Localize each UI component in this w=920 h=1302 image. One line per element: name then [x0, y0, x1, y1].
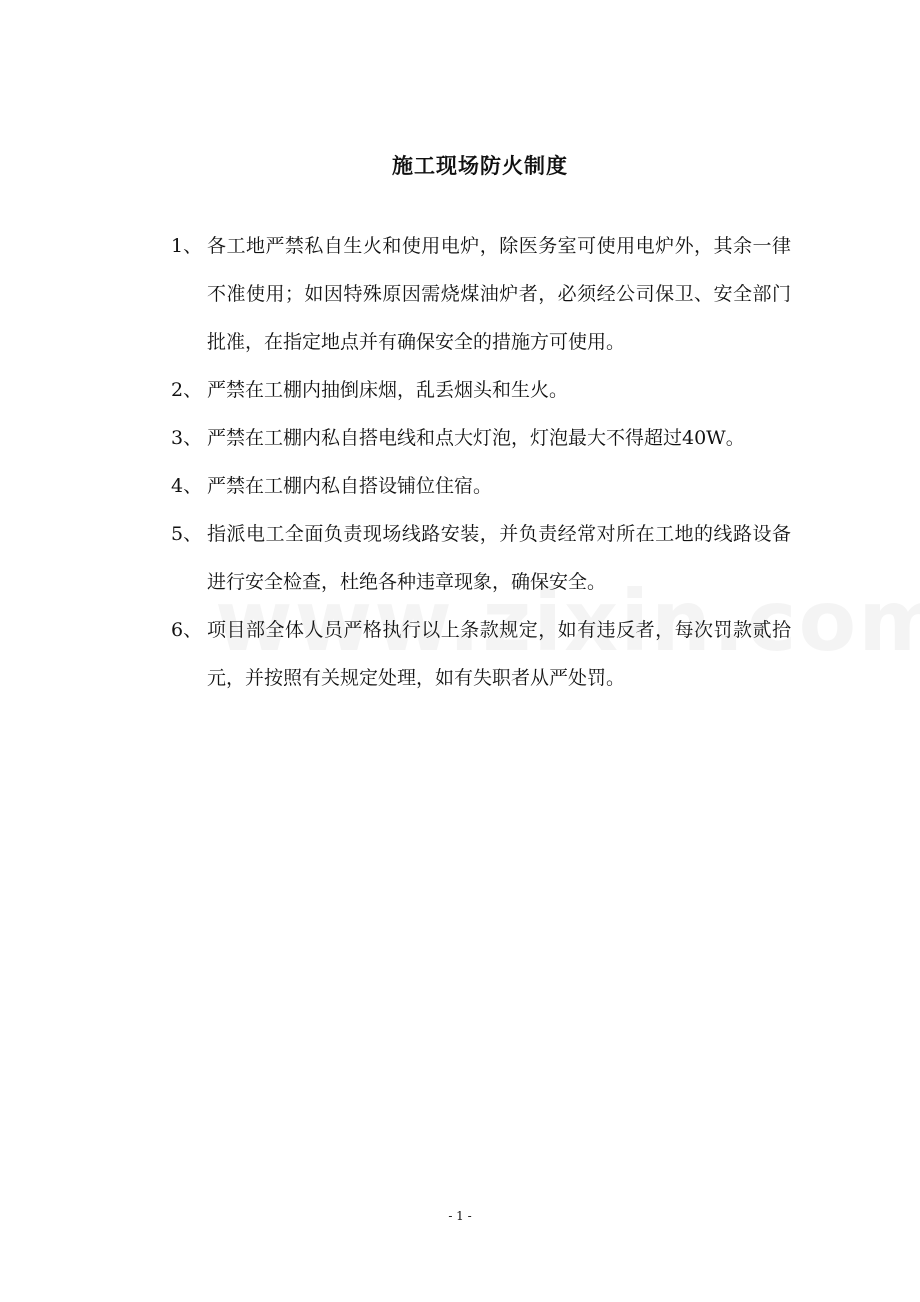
rule-item-2: [171, 366, 791, 414]
rule-text: 各工地严禁私自生火和使用电炉，除医务室可使用电炉外，其余一律不准使用；如因特殊原因需烧煤油炉者，必须经公司保卫、安全部门批准，在指定地点并有确保安全的措施方可使用。: [207, 235, 791, 353]
rule-number: 5、: [171, 523, 203, 545]
rule-text: 严禁在工棚内私自搭设铺位住宿。: [207, 475, 493, 497]
rule-item-6: [171, 606, 791, 702]
rule-item-1: [171, 222, 791, 366]
rule-text: 严禁在工棚内抽倒床烟，乱丢烟头和生火。: [207, 379, 569, 401]
rule-item-5: [171, 510, 791, 606]
rule-number: 3、: [171, 427, 203, 449]
rule-text: 指派电工全面负责现场线路安装，并负责经常对所在工地的线路设备进行安全检查，杜绝各种违章现象，确保安全。: [207, 523, 791, 593]
rules-list: [171, 222, 791, 702]
rule-item-3: [171, 414, 791, 462]
rule-text: 项目部全体人员严格执行以上条款规定，如有违反者，每次罚款贰拾元，并按照有关规定处理，如有失职者从严处罚。: [207, 619, 791, 689]
document-title: 施工现场防火制度: [392, 153, 568, 178]
rule-item-4: [171, 462, 791, 510]
page-number: - 1 -: [448, 1209, 472, 1223]
rule-text: 严禁在工棚内私自搭电线和点大灯泡，灯泡最大不得超过40W。: [207, 427, 745, 449]
rule-number: 6、: [171, 619, 203, 641]
rule-number: 4、: [171, 475, 203, 497]
rule-number: 2、: [171, 379, 203, 401]
rule-number: 1、: [171, 235, 203, 257]
